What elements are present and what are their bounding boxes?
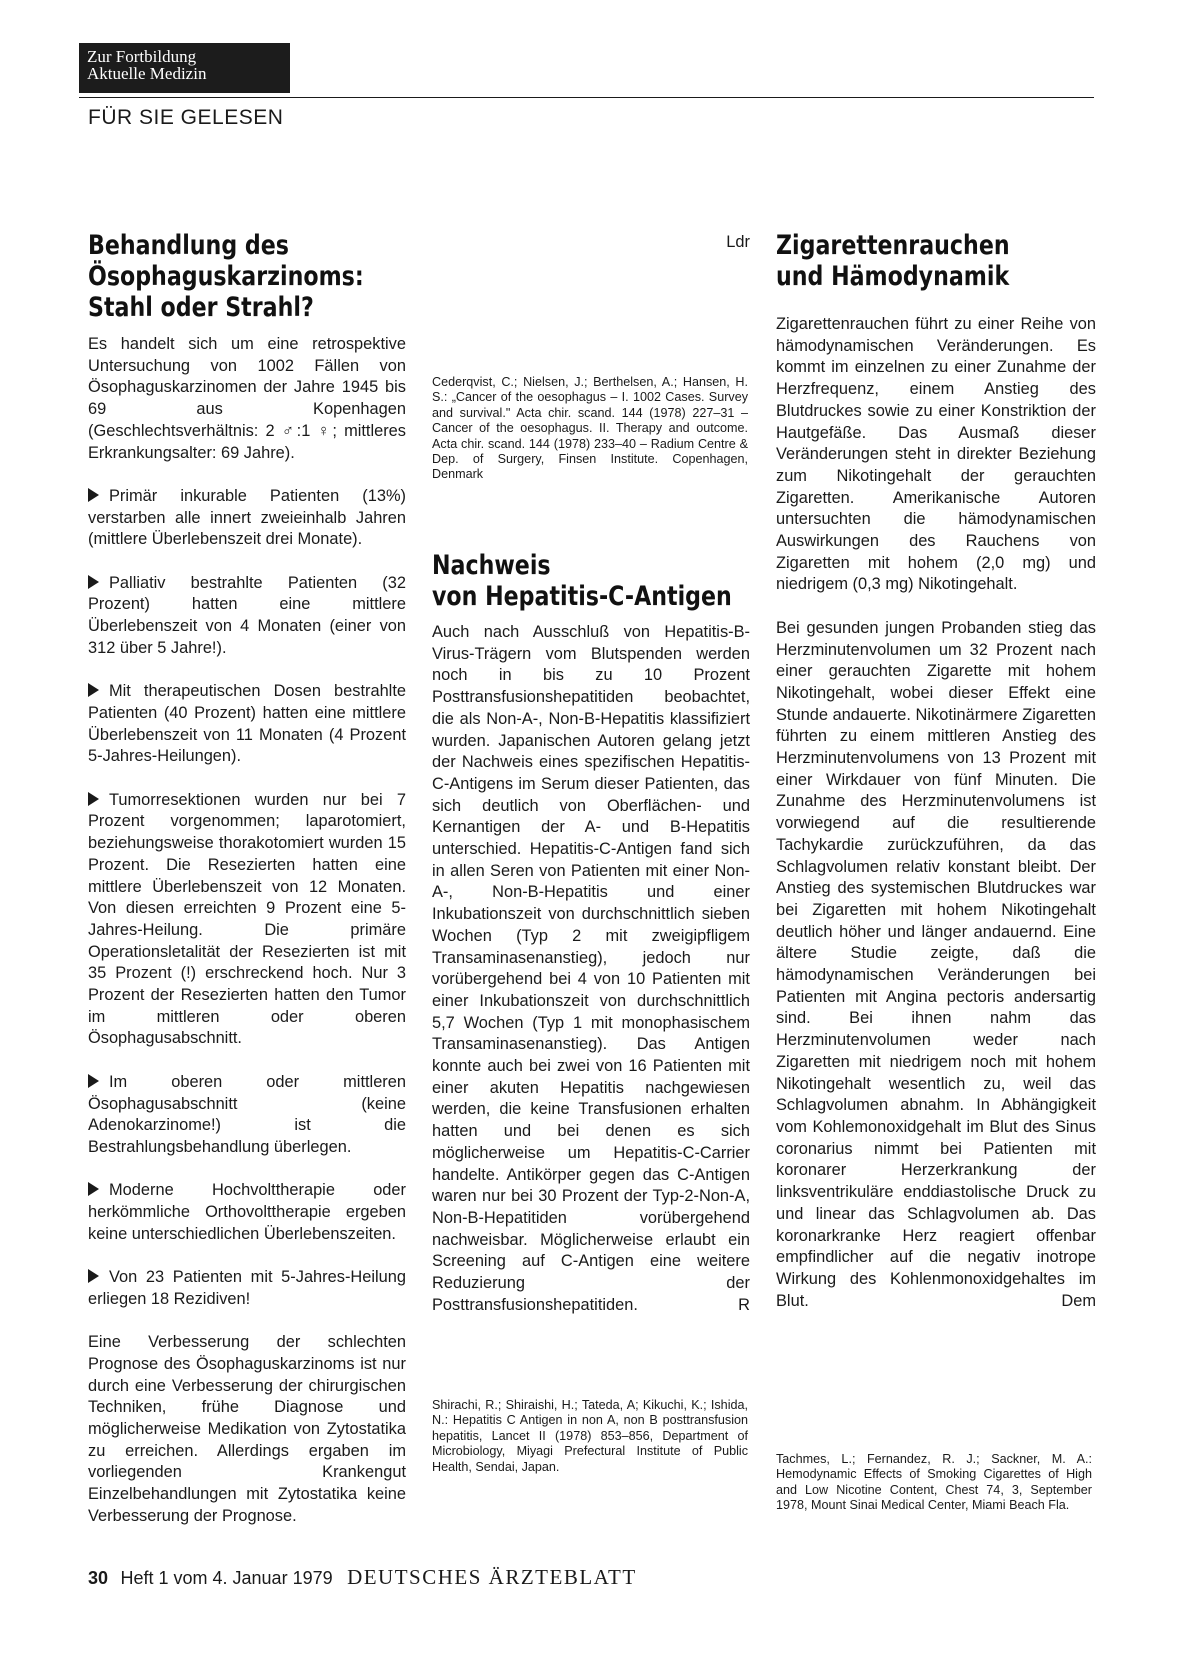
article2-text: Auch nach Ausschluß von Hepatitis-B-Virus-Trägern vom Blutspenden werden noch in bis zu 10 Prozent Posttransfusionshepatitiden beobachtet, die als Non-A-, Non-B-Hepatitis klassifiziert wurden. Japanischen Autoren gelang jetzt der Nachweis eines spezifischen Hepatitis-C-Antigens im Serum dieser Patienten, das sich deutlich von Oberflächen- und Kernantigen der A- und B-Hepatitis unterschied. Hepatitis-C-Antigen fand sich in allen Seren von Patienten mit einer Non-A-, Non-B-Hepatitis und einer Inkubationszeit von durchschnittlich sieben Wochen (Typ 2 mit zweigipfligem Transaminasenanstieg), jedoch nur vorübergehend bei 4 von 10 Patienten mit einer Inkubationszeit von durchschnittlich 5,7 Wochen (Typ 1 mit monophasischem Transaminasenanstieg). Das Antigen konnte auch bei zwei von 16 Patienten mit einer akuten Hepatitis nachgewiesen werden, die keine Transfusionen erhalten hatten und bei denen es sich möglicherweise um Hepatitis-C-Carrier handelte. Antikörper gegen das C-Antigen waren nur bei 30 Prozent der Typ-2-Non-A, Non-B-Hepatitiden vorübergehend nachweisbar. Möglicherweise erlaubt ein Screening auf C-Antigen eine weitere Reduzierung der Posttransfusionshepatitiden. [432,623,750,1314]
article1-title-line-1: Behandlung des [88,230,289,261]
article2-title [432,550,732,612]
triangle-bullet-icon [88,1074,99,1088]
article2-title-line-2: von Hepatitis-C-Antigen [432,581,732,612]
article1-point-text: Moderne Hochvolttherapie oder herkömmliche Orthovolttherapie ergeben keine unterschiedlichen Überlebenszeiten. [88,1181,406,1243]
article1-point-text: Primär inkurable Patienten (13%) verstarben alle innert zweieinhalb Jahren (mittlere Überlebenszeit drei Monate). [88,486,406,549]
article1-body [88,334,406,1528]
article3-text: Bei gesunden jungen Probanden stieg das Herzminutenvolumen um 32 Prozent nach einer gerauchten Zigarette mit hohem Nikotingehalt, wobei dieser Effekt eine Stunde andauerte. Nikotinärmere Zigaretten führten zu einem mittleren Anstieg des Herzminutenvolumens von 13 Prozent mit einer Wirkdauer von fünf Minuten. Die Zunahme des Herzminutenvolumens ist vorwiegend auf die resultierende Tachykardie zurückzuführen, da das Schlagvolumen relativ konstant bleibt. Der Anstieg des systemischen Blutdruckes war bei Zigaretten mit hohem Nikotingehalt deutlich höher und länger andauernd. Eine ältere Studie zeigte, daß die hämodynamischen Veränderungen bei Patienten mit Angina pectoris andersartig sind. Bei ihnen nahm das Herzminutenvolumen weder nach Zigaretten mit niedrigem noch mit hohem Nikotingehalt wesentlich zu, weil das Schlagvolumen abnahm. In Abhängigkeit vom Kohlemonoxidgehalt im Blut des Sinus coronarius nimmt bei Patienten mit koronarer Herzerkrankung der linksventrikuläre enddiastolische Druck zu und linear das Schlagvolumen ab. Das koronarkranke Herz reagiert offenbar empfindlicher auf die negativ inotrope Wirkung des Kohlenmonoxidgehaltes im Blut. [776,618,1096,1310]
article1-point [88,790,406,1050]
page-footer [88,1565,637,1590]
article1-point [88,1267,406,1310]
article1-reference: Cederqvist, C.; Nielsen, J.; Berthelsen, A.; Hansen, H. S.: „Cancer of the oesophagus – I. 1002 Cases. Survey and survival." Acta chir. scand. 144 (1978) 227–31 – Cancer of the oesophagus. II. Therapy and outcome. Acta chir. scand. 144 (1978) 233–40 – Radium Centre & Dep. of Surgery, Finsen Institute. Copenhagen, Denmark [432,375,748,482]
triangle-bullet-icon [88,1182,99,1196]
article1-title [88,230,364,323]
article3-reference: Tachmes, L.; Fernandez, R. J.; Sackner, M. A.: Hemodynamic Effects of Smoking Cigarettes of High and Low Nicotine Content, Chest 74, 3, September 1978, Mount Sinai Medical Center, Miami Beach Fla. [776,1452,1092,1513]
article1-conclusion-continued [432,232,750,254]
article3-title-line-1: Zigarettenrauchen [776,230,1010,261]
article2-paragraph [432,622,750,1317]
triangle-bullet-icon [88,683,99,697]
journal-name: DEUTSCHES ÄRZTEBLATT [347,1565,637,1589]
article1-intro: Es handelt sich um eine retrospektive Untersuchung von 1002 Fällen von Ösophaguskarzinomen der Jahre 1945 bis 69 aus Kopenhagen (Geschlechtsverhältnis: 2 ♂:1 ♀; mittleres Erkrankungsalter: 69 Jahre). [88,335,406,462]
article1-conclusion: Eine Verbesserung der schlechten Prognose des Ösophaguskarzinoms ist nur durch eine Verbesserung der chirurgischen Techniken, frühe Diagnose und möglicherweise Medikation von Zytostatika zu erreichen. Allerdings ergaben im vorliegenden Krankengut Einzelbehandlungen mit Zytostatika keine Verbesserung der Prognose. [88,1333,406,1525]
article1-point-text: Tumorresektionen wurden nur bei 7 Prozent vorgenommen; laparotomiert, beziehungsweise thorakotomiert wurden 15 Prozent. Die Resezierten hatten eine mittlere Überlebenszeit von 12 Monaten. Von diesen erreichten 9 Prozent eine 5-Jahres-Heilung. Die primäre Operationsletalität der Resezierten ist mit 35 Prozent (!) erschreckend hoch. Nur 3 Prozent der Resezierten hatten den Tumor im mittleren oder oberen Ösophagusabschnitt. [88,790,406,1048]
rubric-line-1: Zur Fortbildung [87,47,197,66]
article2-body [432,622,750,1317]
article1-title-line-2: Ösophaguskarzinoms: [88,261,364,292]
article1-point [88,1180,406,1245]
article1-point [88,681,406,768]
article1-point [88,573,406,660]
article1-point-text: Palliativ bestrahlte Patienten (32 Prozent) hatten eine mittlere Überlebenszeit von 4 Monaten (einer von 312 über 5 Jahre!). [88,573,406,657]
triangle-bullet-icon [88,575,99,589]
article1-point [88,486,406,551]
article1-point [88,1072,406,1159]
article3-title-line-2: und Hämodynamik [776,261,1010,292]
article2-signature: R [738,1295,750,1314]
article1-signature: Ldr [726,233,750,251]
article3-paragraph-2 [776,618,1096,1313]
rubric-line-2: Aktuelle Medizin [87,64,207,83]
section-label: FÜR SIE GELESEN [88,106,284,129]
article3-body [776,314,1096,1312]
issue-info: Heft 1 vom 4. Januar 1979 [120,1568,333,1588]
article3-title [776,230,1010,292]
article1-point-text: Von 23 Patienten mit 5-Jahres-Heilung erliegen 18 Rezidiven! [88,1268,406,1308]
article1-point-text: Im oberen oder mittleren Ösophagusabschnitt (keine Adenokarzinome!) ist die Bestrahlungsbehandlung überlegen. [88,1072,406,1156]
article1-title-line-3: Stahl oder Strahl? [88,292,314,323]
page-number: 30 [88,1568,109,1588]
triangle-bullet-icon [88,792,99,806]
rubric-box [79,43,290,93]
article2-title-line-1: Nachweis [432,550,551,581]
article3-paragraph-1: Zigarettenrauchen führt zu einer Reihe von hämodynamischen Veränderungen. Es kommt im einzelnen zu einer Zunahme der Herzfrequenz, einem Anstieg des Blutdruckes sowie zu einer Konstriktion der Hautgefäße. Das Ausmaß dieser Veränderungen steht in direkter Beziehung zum Nikotingehalt der gerauchten Zigaretten. Amerikanische Autoren untersuchten die hämodynamischen Auswirkungen des Rauchens von Zigaretten mit hohem (2,0 mg) und niedrigem (0,3 mg) Nikotingehalt. [776,315,1096,594]
article1-point-text: Mit therapeutischen Dosen bestrahlte Patienten (40 Prozent) hatten eine mittlere Überlebenszeit von 11 Monaten (4 Prozent 5-Jahres-Heilungen). [88,682,406,766]
header-rule [79,97,1094,98]
article2-reference: Shirachi, R.; Shiraishi, H.; Tateda, A; Kikuchi, K.; Ishida, N.: Hepatitis C Antigen in non A, non B posttransfusion hepatitis, Lancet II (1978) 853–856, Department of Microbiology, Miyagi Prefectural Institute of Public Health, Sendai, Japan. [432,1398,748,1474]
triangle-bullet-icon [88,488,99,502]
triangle-bullet-icon [88,1269,99,1283]
article3-signature: Dem [1061,1291,1096,1310]
